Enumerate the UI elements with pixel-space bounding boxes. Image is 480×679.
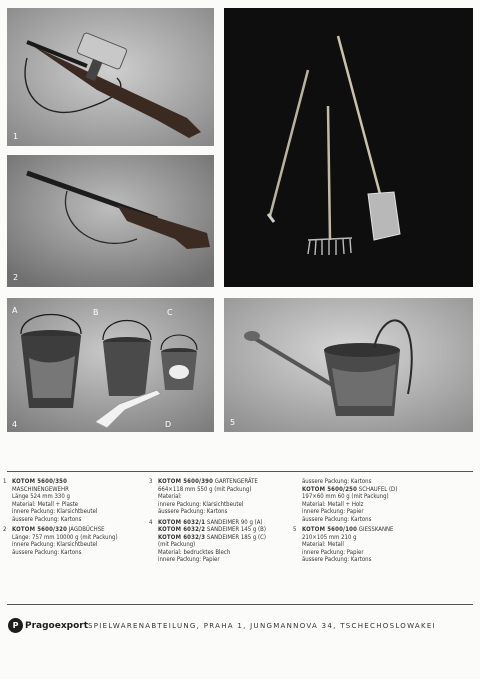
caption-line: Material: Metall + Holz	[302, 500, 364, 508]
caption-line: KOTOM 5600/250 SCHAUFEL (D)	[302, 485, 398, 493]
caption-column-3	[293, 478, 423, 567]
top-divider	[7, 471, 473, 472]
caption-line: KOTOM 6032/3 SANDEIMER 185 g (C)	[158, 533, 266, 541]
caption-line: äussere Packung: Kartons	[12, 515, 82, 523]
machine-gun-image	[7, 8, 214, 146]
bottom-divider	[7, 604, 473, 605]
photo-hunting-rifle	[7, 155, 214, 287]
watering-can-image	[224, 298, 473, 432]
caption-line: Länge 524 mm 330 g	[12, 493, 70, 500]
caption-line: innere Packung: Papier	[302, 548, 364, 556]
caption-item	[149, 478, 279, 516]
caption-line: Material: Metall + Plaste	[12, 500, 79, 508]
caption-line: innere Packung: Papier	[158, 556, 220, 563]
caption-line: Material: Metall	[302, 541, 344, 548]
caption-line: 1 KOTOM 5600/350	[3, 478, 68, 485]
caption-line: äussere Packung: Kartons	[12, 548, 82, 556]
caption-line: 197×60 mm 60 g (mit Packung)	[302, 493, 389, 500]
caption-line: 664×118 mm 550 g (mit Packung)	[158, 485, 252, 493]
bucket-letter-a: A	[12, 306, 18, 315]
hunting-rifle-image	[7, 155, 214, 287]
caption-line: MASCHINENGEWEHR	[12, 485, 69, 493]
footer	[0, 617, 480, 639]
caption-item	[149, 519, 279, 564]
caption-line: Material:	[158, 493, 182, 500]
caption-line: 210×105 mm 210 g	[302, 533, 357, 541]
caption-line: innere Packung: Papier	[302, 508, 364, 515]
photo-sand-buckets	[7, 298, 214, 432]
shovel-letter-d: D	[165, 420, 172, 429]
caption-line: äussere Packung: Kartons	[302, 478, 372, 485]
garden-tools-image	[224, 8, 473, 287]
caption-line: KOTOM 6032/2 SANDEIMER 145 g (B)	[158, 526, 266, 533]
pragoexport-logo-icon: P	[8, 618, 23, 633]
pragoexport-logo	[8, 618, 88, 633]
sand-buckets-image	[7, 298, 214, 432]
photo-watering-can	[224, 298, 473, 432]
photo-machine-gun	[7, 8, 214, 146]
caption-line: innere Packung: Klarsichtbeutel	[158, 500, 244, 508]
caption-item	[3, 526, 133, 556]
caption-line: äussere Packung: Kartons	[302, 556, 372, 563]
bucket-letter-b: B	[93, 308, 99, 317]
bucket-letter-c: C	[167, 308, 173, 317]
photo-number: 4	[12, 420, 18, 429]
caption-line: 5 KOTOM 5600/100 GIESSKANNE	[293, 526, 394, 533]
photo-garden-tools	[224, 8, 473, 287]
caption-line: innere Packung: Klarsichtbeutel	[12, 541, 98, 548]
caption-line: 2 KOTOM 5600/320 JAGDBÜCHSE	[3, 526, 105, 533]
caption-line: 3 KOTOM 5600/390 GARTENGERÄTE	[149, 478, 258, 485]
caption-column-2	[149, 478, 279, 567]
caption-item	[3, 478, 133, 523]
caption-line: Länge: 757 mm 10000 g (mit Packung)	[12, 533, 118, 541]
logo-text: Pragoexport	[25, 620, 89, 631]
photo-number: 1	[13, 132, 19, 141]
caption-line: innere Packung: Klarsichtbeutel	[12, 508, 98, 515]
caption-line: äussere Packung: Kartons	[302, 515, 372, 523]
caption-line: 4 KOTOM 6032/1 SANDEIMER 90 g (A)	[149, 518, 263, 526]
photo-number: 5	[230, 418, 236, 427]
photo-number: 2	[13, 273, 19, 282]
caption-item	[293, 478, 423, 523]
caption-line: (mit Packung)	[158, 541, 196, 548]
captions	[0, 478, 480, 578]
caption-column-1	[3, 478, 133, 559]
company-address: SPIELWARENABTEILUNG, PRAHA 1, JUNGMANNOVA 34, TSCHECHOSLOWAKEI	[88, 622, 436, 630]
caption-item	[293, 526, 423, 564]
caption-line: äussere Packung: Kartons	[158, 508, 228, 515]
caption-line: Material: bedrucktes Blech	[158, 548, 231, 556]
